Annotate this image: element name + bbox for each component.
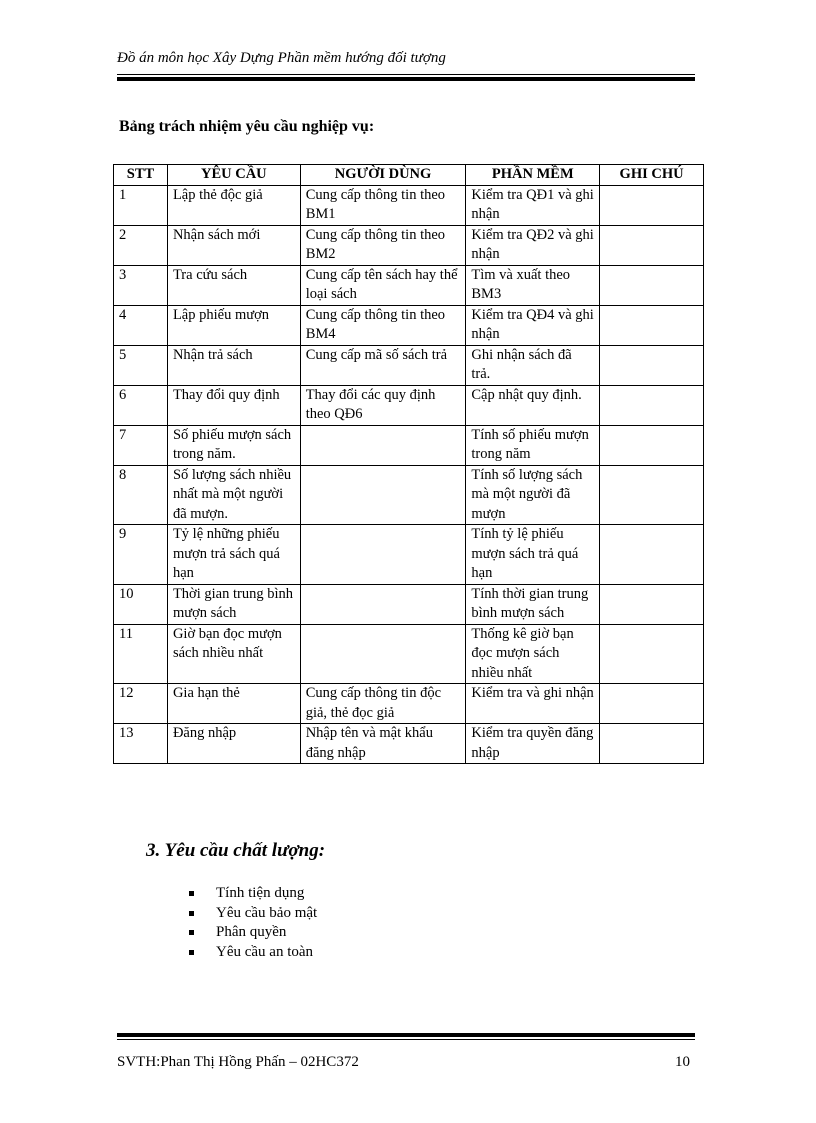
table-cell: Tìm và xuất theo BM3 [466,265,600,305]
table-cell: 1 [114,185,168,225]
table-cell: Lập thẻ độc giả [167,185,300,225]
table-row [114,684,704,724]
table-body [114,185,704,764]
table-cell [600,305,704,345]
table-row [114,584,704,624]
table-cell [600,265,704,305]
table-row [114,525,704,585]
table-cell: Kiểm tra QĐ1 và ghi nhận [466,185,600,225]
table-cell: Số phiếu mượn sách trong năm. [167,425,300,465]
table-row [114,225,704,265]
footer-rule-thin [117,1039,695,1040]
header-cell: GHI CHÚ [600,165,704,186]
table-cell [600,185,704,225]
table-cell [600,465,704,525]
table-cell: 10 [114,584,168,624]
table-row [114,465,704,525]
table-cell [600,345,704,385]
table-cell: 11 [114,624,168,684]
table-cell: Tính tỷ lệ phiếu mượn sách trả quá hạn [466,525,600,585]
table-header-row [114,165,704,186]
table-cell: Giờ bạn đọc mượn sách nhiều nhất [167,624,300,684]
table-cell: Cung cấp thông tin theo BM1 [300,185,466,225]
table-cell: 9 [114,525,168,585]
table-cell: Cung cấp thông tin theo BM2 [300,225,466,265]
header-cell: NGƯỜI DÙNG [300,165,466,186]
list-item: Yêu cầu bảo mật [186,904,317,924]
table-cell: 12 [114,684,168,724]
table-row [114,385,704,425]
table-cell: Thay đổi quy định [167,385,300,425]
table-cell: 2 [114,225,168,265]
table-cell: Kiểm tra và ghi nhận [466,684,600,724]
section-title: Bảng trách nhiệm yêu cầu nghiệp vụ: [119,118,375,135]
table-cell [600,724,704,764]
table-cell: Gia hạn thẻ [167,684,300,724]
page-header-title: Đồ án môn học Xây Dựng Phần mềm hướng đối tượng [117,50,446,66]
table-cell [600,385,704,425]
page-number: 10 [675,1054,690,1070]
table-cell: Ghi nhận sách đã trả. [466,345,600,385]
table-cell: Cung cấp mã số sách trả [300,345,466,385]
table-cell: Cung cấp thông tin theo BM4 [300,305,466,345]
table-cell: Kiểm tra QĐ2 và ghi nhận [466,225,600,265]
table-row [114,345,704,385]
table-cell: Cung cấp tên sách hay thể loại sách [300,265,466,305]
table-cell: 8 [114,465,168,525]
table-row [114,724,704,764]
table-cell [600,525,704,585]
table-row [114,265,704,305]
footer-author: SVTH:Phan Thị Hồng Phấn – 02HC372 [117,1054,359,1070]
responsibility-table [113,164,704,764]
table-cell [300,584,466,624]
header-cell: STT [114,165,168,186]
quality-list [186,884,317,962]
header-rule-thick [117,77,695,81]
table-cell: Thống kê giờ bạn đọc mượn sách nhiều nhất [466,624,600,684]
footer-rule-thick [117,1033,695,1037]
table-row [114,185,704,225]
table-row [114,624,704,684]
table-cell: Tính số lượng sách mà một người đã mượn [466,465,600,525]
table-cell: Nhận sách mới [167,225,300,265]
table-cell: Cung cấp thông tin độc giả, thẻ đọc giả [300,684,466,724]
table-cell: Nhận trả sách [167,345,300,385]
header-cell: YÊU CẦU [167,165,300,186]
table-cell: Cập nhật quy định. [466,385,600,425]
table-cell [600,425,704,465]
table-cell [300,465,466,525]
table-cell: Nhập tên và mật khẩu đăng nhập [300,724,466,764]
table-cell: Tra cứu sách [167,265,300,305]
table-cell: Số lượng sách nhiều nhất mà một người đã mượn. [167,465,300,525]
list-item: Yêu cầu an toàn [186,943,317,963]
table-row [114,425,704,465]
table-cell: Kiểm tra quyền đăng nhập [466,724,600,764]
table-cell: 7 [114,425,168,465]
table-cell [600,225,704,265]
table-cell: Tính số phiếu mượn trong năm [466,425,600,465]
quality-heading: 3. Yêu cầu chất lượng: [146,840,326,861]
header-rule-thin [117,74,695,75]
table-cell: Kiểm tra QĐ4 và ghi nhận [466,305,600,345]
table-cell: Lập phiếu mượn [167,305,300,345]
table-cell [600,624,704,684]
table-cell: 13 [114,724,168,764]
table-cell: 5 [114,345,168,385]
table-cell: 3 [114,265,168,305]
table-cell: Đăng nhập [167,724,300,764]
table-cell: Thay đổi các quy định theo QĐ6 [300,385,466,425]
table-cell: Tính thời gian trung bình mượn sách [466,584,600,624]
table-cell: 6 [114,385,168,425]
list-item: Tính tiện dụng [186,884,317,904]
table-cell [300,425,466,465]
table-cell: Tỷ lệ những phiếu mượn trả sách quá hạn [167,525,300,585]
table-cell: Thời gian trung bình mượn sách [167,584,300,624]
table-cell [600,584,704,624]
table-cell [600,684,704,724]
list-item: Phân quyền [186,923,317,943]
table-cell: 4 [114,305,168,345]
table-cell [300,624,466,684]
header-cell: PHẦN MỀM [466,165,600,186]
table-row [114,305,704,345]
table-cell [300,525,466,585]
